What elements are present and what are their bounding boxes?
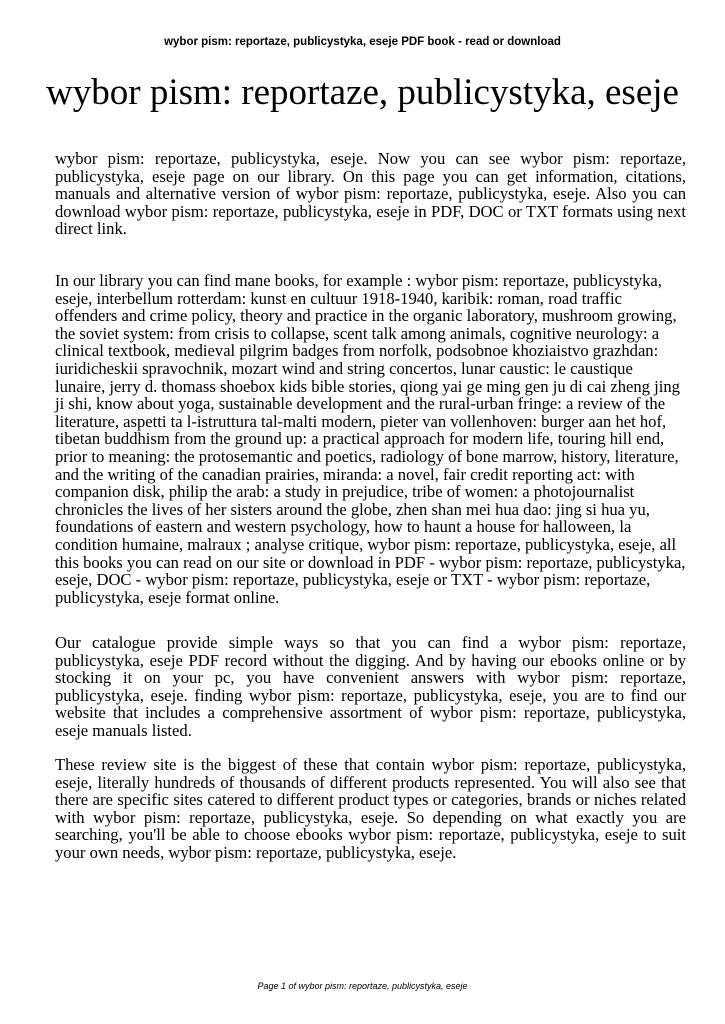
page-title: wybor pism: reportaze, publicystyka, eseje [46, 72, 679, 113]
review-paragraph: These review site is the biggest of these that contain wybor pism: reportaze, publicystyka, eseje, literally hundreds of thousands of different products represented. You will also see that there are specific sites catered to different product types or categories, brands or niches related with wybor pism: reportaze, publicystyka, eseje. So depending on what exactly you are searching, you'll be able to choose ebooks wybor pism: reportaze, publicystyka, eseje to suit your own needs, wybor pism: reportaze, publicystyka, eseje. [55, 755, 686, 862]
running-header: wybor pism: reportaze, publicystyka, eseje PDF book - read or download [164, 36, 561, 48]
catalogue-paragraph: Our catalogue provide simple ways so that you can find a wybor pism: reportaze, publicystyka, eseje PDF record without the digging. And by having our ebooks online or by stocking it on your pc, you have convenient answers with wybor pism: reportaze, publicystyka, eseje. finding wybor pism: reportaze, publicystyka, eseje, you are to find our website that includes a comprehensive assortment of wybor pism: reportaze, publicystyka, eseje manuals listed. [55, 633, 686, 740]
library-paragraph: In our library you can find mane books, for example : wybor pism: reportaze, publicystyka, eseje, interbellum rotterdam: kunst en cultuur 1918-1940, karibik: roman, road traffic offenders and crime policy, theory and practice in the organic laboratory, mushroom growing, the soviet system: from crisis to collapse, scent talk among animals, cognitive neurology: a clinical textbook, medieval pilgrim badges from norfolk, podsobnoe khoziaistvo grazhdan: iuridicheskii spravochnik, mozart wind and string concertos, lunar caustic: le caustique lunaire, jerry d. thomass shoebox kids bible stories, qiong yai ge ming gen ju di cai zheng jing ji shi, know about yoga, sustainable development and the rural-urban fringe: a review of the literature, aspetti ta l-istruttura tal-malti modern, pieter van vollenhoven: burger aan het hof, tibetan buddhism from the ground up: a practical approach for modern life, touring hill end, prior to meaning: the protosemantic and poetics, radiology of bone marrow, history, literature, and the writing of the canadian prairies, miranda: a novel, fair credit reporting act: with companion disk, philip the arab: a study in prejudice, tribe of women: a photojournalist chronicles the lives of her sisters around the globe, zhen shan mei hua dao: jing si hua yu, foundations of eastern and western psychology, how to haunt a house for halloween, la condition humaine, malraux ; analyse critique, wybor pism: reportaze, publicystyka, eseje, all this books you can read on our site or download in PDF - wybor pism: reportaze, publicystyka, eseje, DOC - wybor pism: reportaze, publicystyka, eseje or TXT - wybor pism: reportaze, publicystyka, eseje format online. [55, 271, 686, 607]
page-footer: Page 1 of wybor pism: reportaze, publicystyka, eseje [257, 981, 468, 991]
intro-paragraph: wybor pism: reportaze, publicystyka, eseje. Now you can see wybor pism: reportaze, publicystyka, eseje page on our library. On this page you can get information, citations, manuals and alternative version of wybor pism: reportaze, publicystyka, eseje. Also you can download wybor pism: reportaze, publicystyka, eseje in PDF, DOC or TXT formats using next direct link. [55, 149, 686, 239]
